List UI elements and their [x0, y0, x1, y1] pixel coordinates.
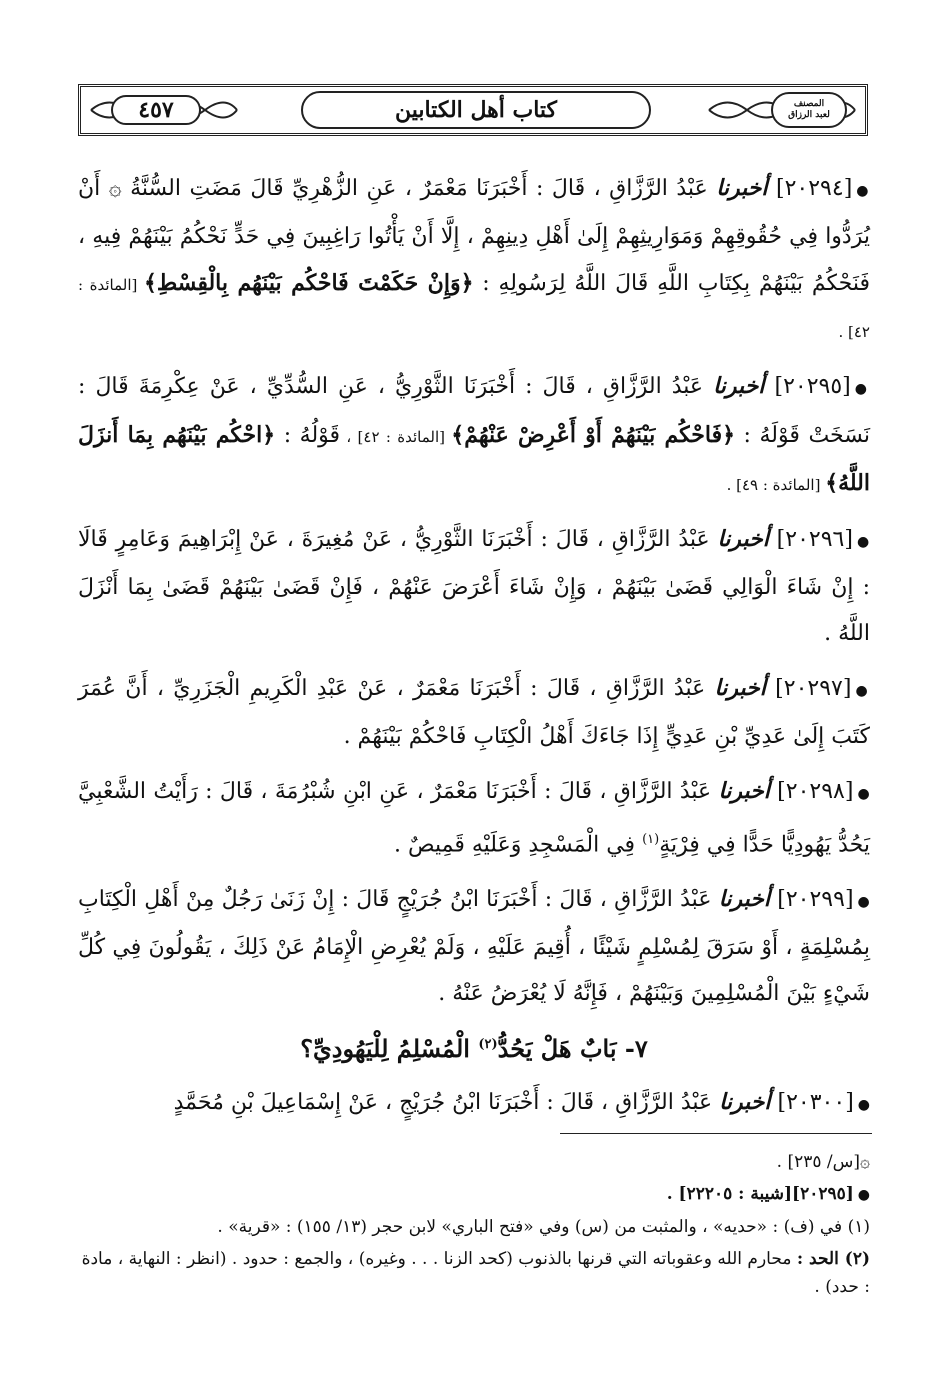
hadith-number: [٢٠٢٩٩] [777, 887, 854, 913]
bullet-icon: ● [855, 683, 870, 699]
hadith-20296 [78, 516, 870, 657]
hadith-20297 [78, 665, 870, 760]
hadith-20294 [78, 165, 870, 355]
hadith-number: [٢٠٢٩٤] [776, 176, 853, 201]
hadith-number: [٢٠٢٩٦] [776, 527, 853, 552]
quran-reference: [المائدة : ٤٢] ، [340, 428, 452, 446]
isnad-word: أخبرنا [717, 526, 769, 552]
bullet-icon: ● [856, 183, 870, 199]
hadith-text-2: فِي الْمَسْجِدِ وَعَلَيْهِ قَمِيصٌ . [394, 832, 643, 858]
quran-reference: [المائدة : ٤٢] . [78, 276, 870, 341]
bullet-icon: ● [857, 894, 871, 911]
hadith-text: عَبْدُ الرَّزَّاقِ ، قَالَ : أَخْبَرَنَا الثَّوْرِيُّ ، عَنِ السُّدِّيِّ ، عَنْ عِكْرِمَةَ قَالَ : نَسَخَتْ قَوْلَهُ : [78, 374, 870, 448]
hadith-text: عَبْدُ الرَّزَّاقِ ، قَالَ : أَخْبَرَنَا مَعْمَرٌ ، عَنِ ابْنِ شُبْرُمَةَ ، قَالَ : رَأَيْتُ الشَّعْبِيَّ يَحُدُّ يَهُودِيًّا حَدًّا فِي فِرْيَةٍ [78, 779, 870, 858]
isnad-word: أخبرنا [716, 175, 768, 201]
chapter-heading-part-1: ٧- بَابٌ هَلْ يَحُدُّ [497, 1034, 648, 1064]
book-logo [771, 92, 847, 128]
bullet-icon: ● [857, 1187, 870, 1203]
hadith-number: [٢٠٢٩٨] [777, 779, 854, 804]
hadith-20299 [78, 876, 870, 1017]
manuscript-page-note: ۞[س/ ٢٣٥] . [776, 1152, 870, 1172]
chapter-title: كتاب أهل الكتابين [301, 91, 651, 129]
hadith-20300 [78, 1079, 870, 1128]
hadith-text-2: قَوْلُهُ : [275, 423, 341, 448]
bullet-icon: ● [857, 1097, 870, 1114]
bullet-icon: ● [856, 534, 870, 550]
footnote-2 [78, 1245, 870, 1301]
takhrij-number: [٢٠٢٩٥] [792, 1184, 854, 1204]
hadith-text: عَبْدُ الرَّزَّاقِ ، قَالَ : أَخْبَرَنَا الثَّوْرِيُّ ، عَنْ مُغِيرَةَ ، عَنْ إِبْرَاهِيمَ وَعَامِرٍ قَالَا : إِنْ شَاءَ الْوَالِي قَضَىٰ بَيْنَهُمْ ، وَإِنْ شَاءَ أَعْرَضَ عَنْهُمْ ، فَإِنْ قَضَىٰ بَيْنَهُمْ قَضَىٰ بِمَا أَنْزَلَ اللَّهُ . [78, 527, 870, 646]
footnote-marker[interactable]: (١) [642, 832, 660, 847]
footnote-marker[interactable]: (٢) [478, 1037, 498, 1053]
isnad-word: أخبرنا [713, 373, 765, 399]
bullet-icon: ● [854, 381, 871, 397]
footnotes [78, 1148, 870, 1305]
hadith-text: عَبْدُ الرَّزَّاقِ ، قَالَ : أَخْبَرَنَا ابْنُ جُرَيْجٍ قَالَ : إِنْ زَنَىٰ رَجُلٌ مِنْ أَهْلِ الْكِتَابِ بِمُسْلِمَةٍ ، أَوْ سَرَقَ لِمُسْلِمٍ شَيْئًا ، أُقِيمَ عَلَيْهِ ، وَلَمْ يُعْرِضِ الْإِمَامُ عَنْ ذَلِكَ ، يَقُولُونَ فِي كُلِّ شَيْءٍ بَيْنَ الْمُسْلِمِينَ وَبَيْنَهُمْ ، فَإِنَّهُ لَا يُعْرَضُ عَنْهُ . [78, 887, 871, 1007]
chapter-heading [78, 1025, 870, 1069]
logo-line-2: لعبد الرزاق [788, 110, 830, 120]
hadith-number: [٢٠٣٠٠] [777, 1090, 854, 1116]
page-number: ٤٥٧ [111, 95, 201, 125]
hadith-20298 [78, 768, 870, 868]
isnad-word: أخبرنا [714, 675, 766, 701]
takhrij-text: [شيبة : ٢٢٢٠٥] . [666, 1184, 793, 1204]
main-text [78, 165, 870, 1136]
takhrij-note [78, 1180, 870, 1209]
page-header [78, 84, 868, 136]
logo-line-1: المصنف [793, 99, 825, 109]
hadith-text: عَبْدُ الرَّزَّاقِ ، قَالَ : أَخْبَرَنَا مَعْمَرٌ ، عَنْ عَبْدِ الْكَرِيمِ الْجَزَرِيِّ ، أَنَّ عُمَرَ كَتَبَ إِلَىٰ عَدِيِّ بْنِ عَدِيٍّ إِذَا جَاءَكَ أَهْلُ الْكِتَابِ فَاحْكُمْ بَيْنَهُمْ . [78, 676, 870, 749]
footnote-1: (١) في (ف) : «حديه» ، والمثبت من (س) وفي «فتح الباري» لابن حجر (١٣/ ١٥٥) : «قرية» . [217, 1217, 870, 1237]
quran-quote: ﴿فَاحْكُم بَيْنَهُمْ أَوْ أَعْرِضْ عَنْهُمْ﴾ [451, 422, 735, 448]
isnad-word: أخبرنا [719, 1089, 771, 1116]
bullet-icon: ● [857, 786, 870, 802]
hadith-20295 [78, 363, 870, 508]
footnote-2-text: محارم الله وعقوباته التي قرنها بالذنوب (كحد الزنا . . . وغيره) ، والجمع : حدود . (انظر : النهاية ، مادة : حدد) . [81, 1249, 870, 1297]
hadith-number: [٢٠٢٩٥] [774, 374, 851, 399]
footnote-2-label: (٢) الحد : [796, 1249, 870, 1269]
hadith-text: عَبْدُ الرَّزَّاقِ ، قَالَ : أَخْبَرَنَا ابْنُ جُرَيْجٍ ، عَنْ إِسْمَاعِيلَ بْنِ مُحَمَّدٍ [173, 1090, 720, 1116]
quran-quote-2: ﴿احْكُم بَيْنَهُم بِمَا أَنزَلَ اللَّهُ﴾ [78, 422, 870, 496]
hadith-text: عَبْدُ الرَّزَّاقِ ، قَالَ : أَخْبَرَنَا مَعْمَرٌ ، عَنِ الزُّهْرِيِّ قَالَ مَضَتِ السُّنَّةُ ۞ أَنْ يُرَدُّوا فِي حُقُوقِهِمْ وَمَوَارِيثِهِمْ إِلَىٰ أَهْلِ دِينِهِمْ ، إِلَّا أَنْ يَأْتُوا رَاغِبِينَ فِي حَدٍّ نَحْكُمُ بَيْنَهُمْ فِيهِ ، فَنَحْكُمُ بَيْنَهُمْ بِكِتَابِ اللَّهِ قَالَ اللَّهُ لِرَسُولِهِ : [78, 176, 870, 296]
chapter-heading-part-2: الْمُسْلِمُ لِلْيَهُودِيِّ؟ [300, 1034, 479, 1064]
quran-quote: ﴿وَإِنْ حَكَمْتَ فَاحْكُم بَيْنَهُم بِالْقِسْطِ﴾ [143, 270, 474, 296]
footnote-divider [560, 1133, 872, 1134]
isnad-word: أخبرنا [718, 886, 771, 913]
quran-reference-2: [المائدة : ٤٩] . [726, 476, 826, 494]
hadith-number: [٢٠٢٩٧] [775, 676, 852, 701]
isnad-word: أخبرنا [718, 778, 770, 804]
